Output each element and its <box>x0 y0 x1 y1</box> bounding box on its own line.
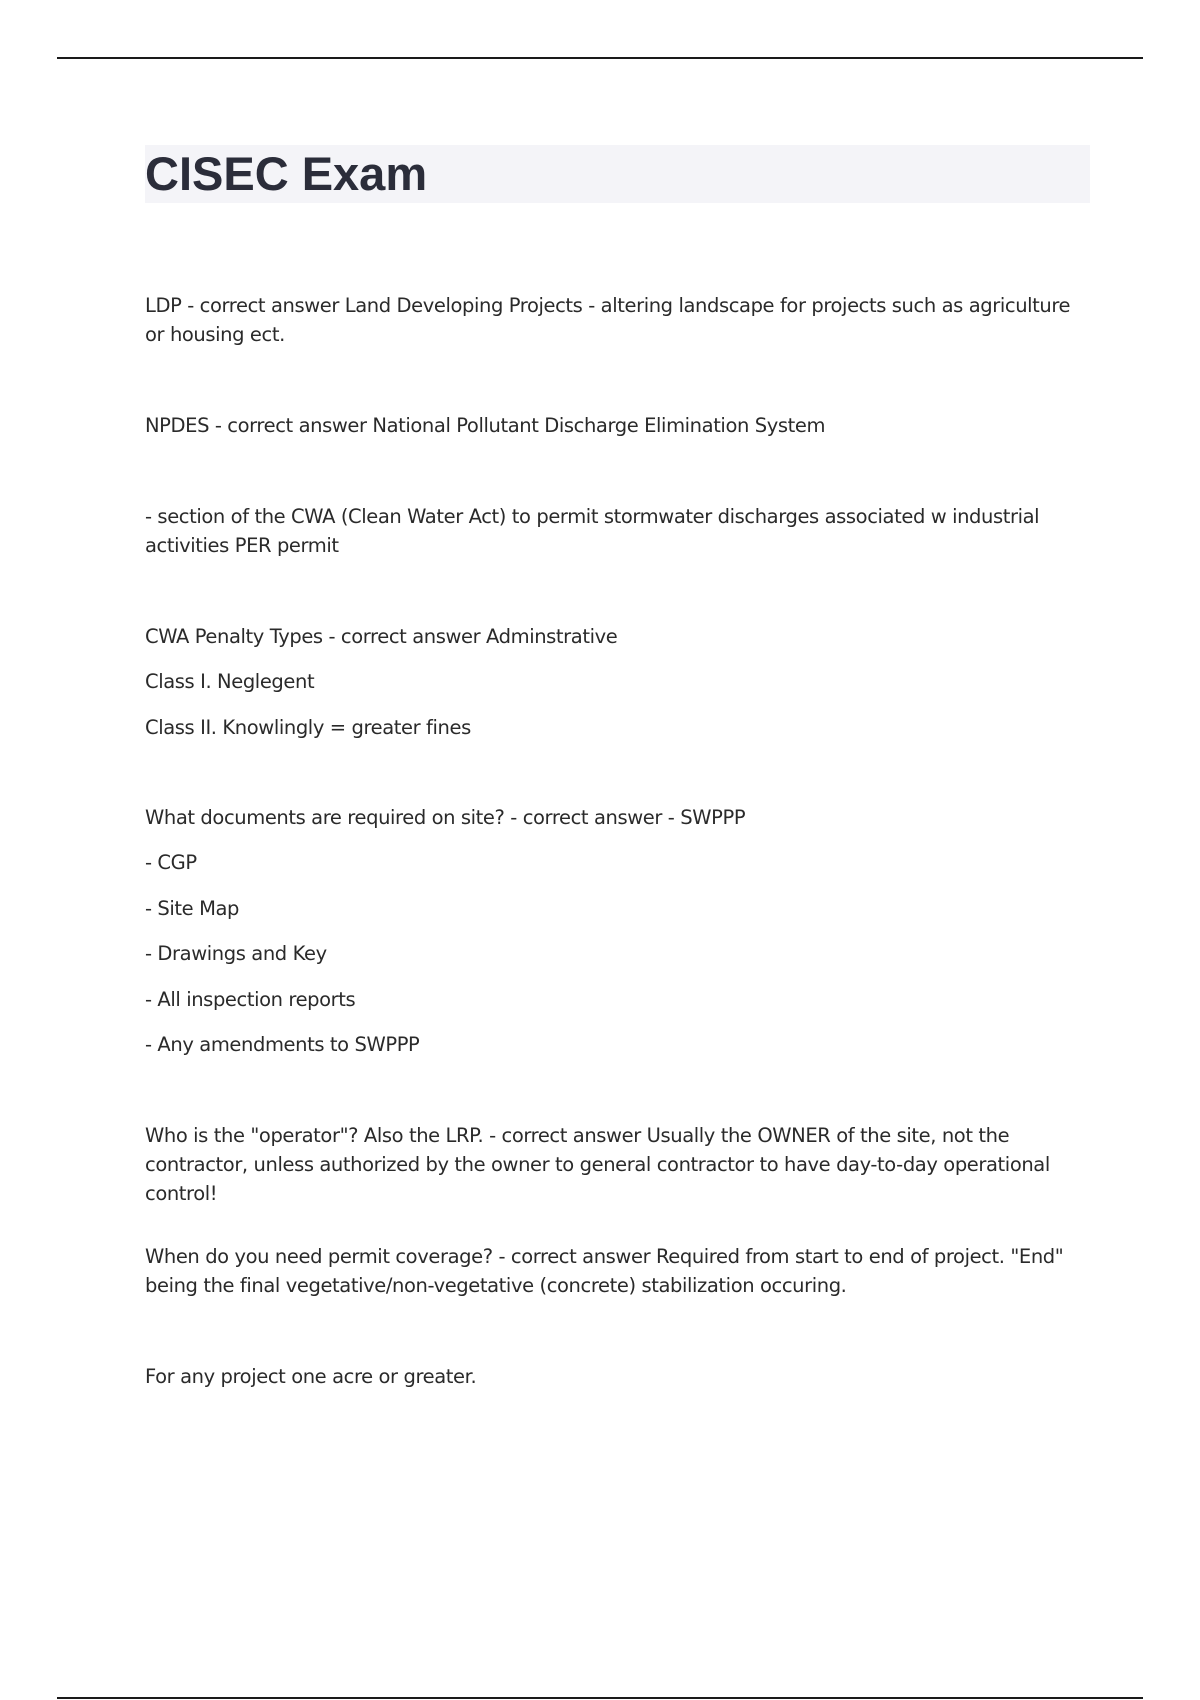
list-item-amendments: - Any amendments to SWPPP <box>145 1033 420 1056</box>
paragraph-npdes: NPDES - correct answer National Pollutant Discharge Elimination System <box>145 414 826 437</box>
paragraph-one-acre: For any project one acre or greater. <box>145 1365 477 1388</box>
paragraph-documents: What documents are required on site? - correct answer - SWPPP <box>145 806 746 829</box>
list-item-site-map: - Site Map <box>145 897 240 920</box>
top-rule <box>57 57 1143 59</box>
paragraph-ldp: LDP - correct answer Land Developing Projects - altering landscape for projects such as agriculture or housing ect. <box>145 294 1071 346</box>
paragraph-class-1: Class I. Neglegent <box>145 670 315 693</box>
paragraph-operator: Who is the "operator"? Also the LRP. - correct answer Usually the OWNER of the site, not the contractor, unless authorized by the owner to general contractor to have day-to-day operational control! <box>145 1124 1050 1205</box>
list-item-inspection-reports: - All inspection reports <box>145 988 356 1011</box>
list-item-cgp: - CGP <box>145 851 197 874</box>
paragraph-cwa-section: - section of the CWA (Clean Water Act) to permit stormwater discharges associated w industrial activities PER permit <box>145 505 1040 557</box>
title-band <box>145 145 1090 203</box>
document-title: CISEC Exam <box>145 147 428 200</box>
paragraph-class-2: Class II. Knowlingly = greater fines <box>145 716 471 739</box>
paragraph-cwa-penalty: CWA Penalty Types - correct answer Adminstrative <box>145 625 618 648</box>
list-item-drawings: - Drawings and Key <box>145 942 327 965</box>
bottom-rule <box>57 1697 1143 1699</box>
paragraph-permit-coverage: When do you need permit coverage? - correct answer Required from start to end of project. "End" being the final vegetative/non-vegetative (concrete) stabilization occuring. <box>145 1245 1064 1297</box>
